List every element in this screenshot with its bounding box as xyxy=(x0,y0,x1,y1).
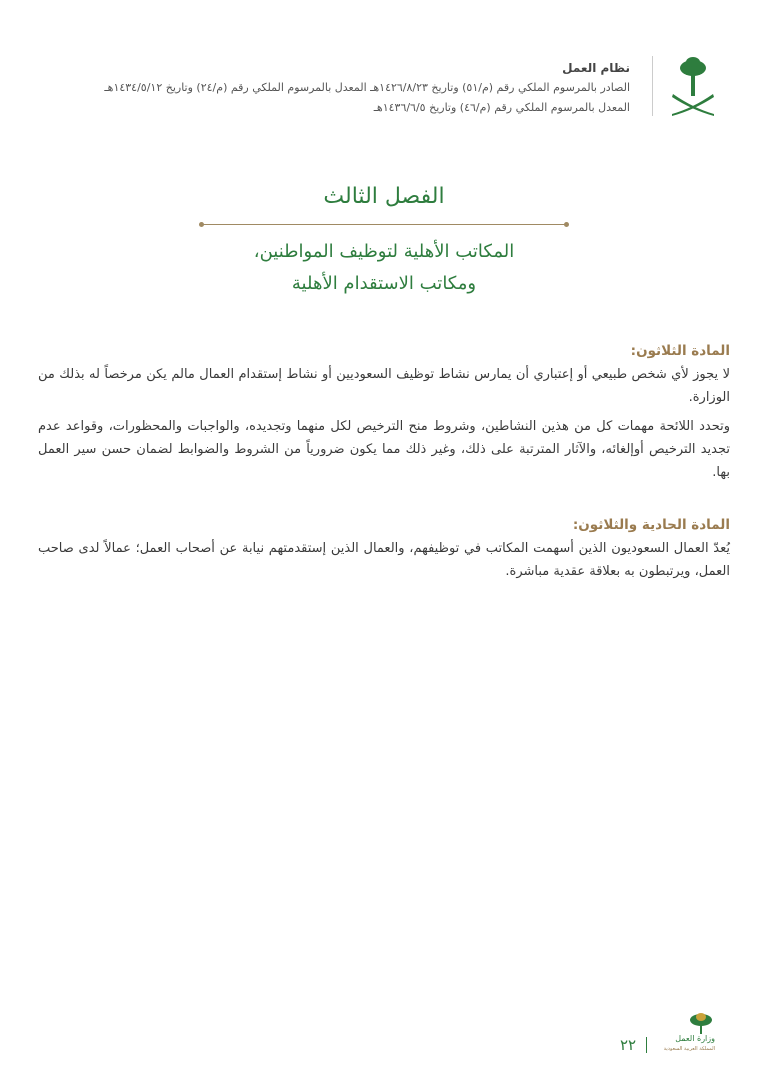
article-heading: المادة الثلاثون: xyxy=(630,343,730,359)
chapter-subtitle xyxy=(0,236,768,300)
header-line-2: المعدل بالمرسوم الملكي رقم (م/٤٦) وتاريخ ١٤٣٦/٦/٥هـ xyxy=(373,101,630,114)
page-number: ٢٢ xyxy=(620,1036,637,1054)
ministry-name: وزارة العمل xyxy=(675,1034,715,1043)
ministry-subtitle: المملكة العربية السعودية xyxy=(663,1046,715,1052)
law-title: نظام العمل xyxy=(562,61,630,75)
article-paragraph: وتحدد اللائحة مهمات كل من هذين النشاطين، وشروط منح الترخيص لكل منهما وتجديده، والواجبات والمحظورات، وقواعد عدم تجديد الترخيص أوإلغائه، والآثار المترتبة على ذلك، وغير ذلك مما يكون ضرورياً من الشروط والضوابط لضمان حسن سير العمل بها. xyxy=(38,419,730,480)
article-heading: المادة الحادية والثلاثون: xyxy=(572,517,730,533)
document-header xyxy=(30,58,630,118)
saudi-emblem-icon xyxy=(668,56,718,118)
article-30 xyxy=(38,340,730,490)
title-divider xyxy=(201,224,567,225)
ministry-logo-icon xyxy=(688,1012,714,1034)
divider-dot xyxy=(199,222,204,227)
subtitle-line-1: المكاتب الأهلية لتوظيف المواطنين، xyxy=(253,241,515,262)
header-line-1: الصادر بالمرسوم الملكي رقم (م/٥١) وتاريخ ١٤٢٦/٨/٢٣هـ المعدل بالمرسوم الملكي رقم (م/٢٤) وتاريخ ١٤٣٤/٥/١٢هـ xyxy=(104,81,630,94)
article-31 xyxy=(38,514,730,589)
ministry-logo-text xyxy=(650,1034,715,1054)
article-paragraph: لا يجوز لأي شخص طبيعي أو إعتباري أن يمارس نشاط توظيف السعوديين أو نشاط إستقدام العمال مالم يكن مرخصاً له بذلك من الوزارة. xyxy=(38,367,730,405)
footer-divider xyxy=(646,1037,647,1053)
divider-dot xyxy=(564,222,569,227)
header-divider xyxy=(652,56,653,116)
chapter-title: الفصل الثالث xyxy=(323,184,445,209)
subtitle-line-2: ومكاتب الاستقدام الأهلية xyxy=(291,273,477,294)
article-paragraph: يُعدّ العمال السعوديون الذين أسهمت المكاتب في توظيفهم، والعمال الذين إستقدمتهم نيابة عن أصحاب العمل؛ عمالاً لدى صاحب العمل، ويرتبطون به بعلاقة عقدية مباشرة. xyxy=(38,541,730,579)
